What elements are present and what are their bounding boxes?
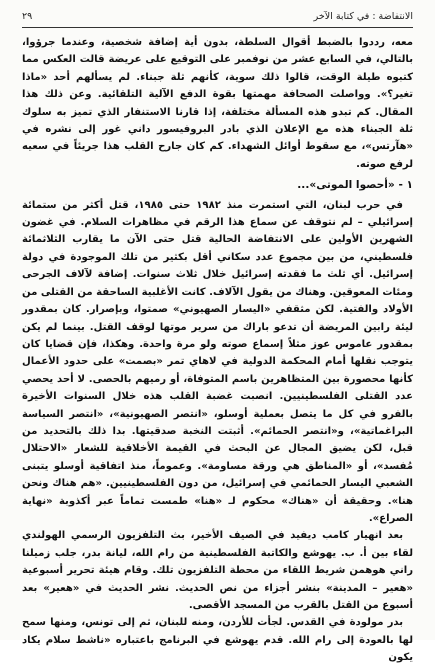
body-text [22,34,413,664]
header-rule [22,27,413,28]
page-header [22,8,413,24]
chapter-title: الانتفاضة : في كتابة الآخر [313,10,413,22]
paragraph: بعد انهيار كامب ديفيد في الصيف الأخير، بث التلفزيون الرسمي الهولندي لقاء بين أ. ب. يهوشع والكاتبة الفلسطينية من رام الله، ليانة بدر، جلب زميلنا راني هوهمن شريط اللقاء من محطة التلفزيون تلك. وقام هيئة تحرير أسبوعية «هعير – المدينة» بنشر أجزاء من نص الحديث. نشر الحديث في «هعير» بعد أسبوع من القتل بالقرب من المسجد الأقصى. [22,530,413,611]
paragraph: معه، رددوا بالضبط أقوال السلطة، بدون أية إضافة شخصية، وعندما جرؤوا، بالتالي، في السابع عشر من نوفمبر على التوقيع على عريضة قالت العكس مما كتبوه طيلة الوقت، قالوا ذلك سوية، كأنهم ثلة جبناء. لم يسألهم أحد «ماذا تغير؟». وواصلت الصحافة مهمتها بقوة الدفع الآلية التلقائية. وعن ذلك هذا المقال. كم تبدو هذه المسألة مختلفة، إذا قارنا الاستنفار الذي تميز به سلوك ثلة الجبناء هذه مع الإعلان الذي بادر البروفيسور داني غور إلى نشره في «هآرتس»، مع سقوط أوائل الشهداء. كم كان جارح القلب هذا جريئاً في سعيه لرفع صوته. [22,37,413,170]
paragraph: بدر مولودة في القدس. لجأت للأردن، ومنه للبنان، ثم إلى تونس، ومنها سمح لها بالعودة إلى رام الله. قدم يهوشع في البرنامج باعتباره «ناشط سلام يكاد يكون [22,617,413,664]
page-number: ٢٩ [22,10,33,22]
paragraph: في حرب لبنان، التي استمرت منذ ١٩٨٢ حتى ١٩٨٥، قتل أكثر من ستمائة إسرائيلي – لم نتوقف عن سماع هذا الرقم في مظاهرات السلام. في غضون الشهرين الأولين على الانتفاضة الحالية قتل حتى الآن ما يقارب الثلاثمائة فلسطيني، من بين مجموع عدد سكاني أقل بكثير من تلك الموجودة في دولة إسرائيل. أي ثلث ما فقدته إسرائيل خلال ثلاث سنوات. إضافة لآلاف الجرحى ومئات المعوقين. وهناك من يقول الآلاف. كانت الأغلبية الساحقة من القتلى من الأولاد والفتية. لكن مثقفي «اليسار الصهيوني» صمتوا، وبإصرار. كان بمقدور ليئة رابين المريضة أن تدعو باراك من سرير موتها لوقف القتل. بينما لم يكن بمقدور عاموس عوز مثلاً إسماع صوته ولو مرة واحدة. وهكذا، فإن قضايا كان يتوجب نقلها أمام المحكمة الدولية في لاهاي تمر «بصمت» على حدود الأعمال كأنها محصورة بين المتظاهرين باسم المتوفاة، أو رميهم بالحصى. لا أحد يحصي عدد القتلى الفلسطينيين. انصبت غضبة القلب هذه خلال السنوات الأخيرة بالفرو في كل ما يتصل بعملية أوسلو، «انتصر الصهيونية»، «انتصر السياسة البراغماتية»، و«انتصر الحمائم». أثبتت النخبة صدقيتها. بدا ذلك بالتحديد من قبل، لكن يضيق المجال عن البحث في القيمة الأخلاقية للشعار «الاحتلال مُفسد»، أو «المناطق هي ورقة مساومة». وعموماً، منذ اتفاقية أوسلو يتبنى الشعبي اليسار الحمائمي في إسرائيل، من دون الفلسطينيين. «هم هناك ونحن هنا». وحقيقة أن «هناك» محكوم لـ «هنا» طمست تماماً عبر أكذوبة «نهاية الصراع». [22,199,413,524]
section-heading: ١ - «أحصوا الموتى»... [297,179,413,192]
